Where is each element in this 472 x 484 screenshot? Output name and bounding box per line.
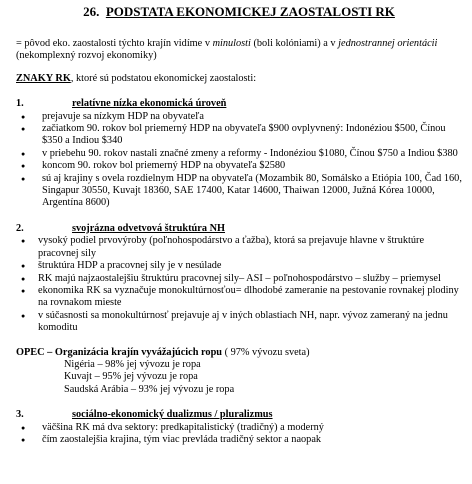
document-title (16, 6, 462, 22)
section-label: svojrázna odvetvová štruktúra NH (72, 222, 226, 234)
document-page (16, 0, 462, 446)
list-item: ● koncom 90. rokov bol priemerný HDP na obyvateľa $2580 (16, 160, 462, 172)
opec-title: OPEC – Organizácia krajín vyvážajúcich ropu (16, 346, 223, 358)
intro-paragraph (16, 38, 462, 63)
opec-line (16, 347, 462, 359)
list-item: ● väčšina RK má dva sektory: predkapitalistický (tradičný) a moderný (16, 422, 462, 434)
opec-country: Nigéria – 98% jej vývozu je ropa (64, 358, 201, 370)
list-item: ● v priebehu 90. rokov nastali značné zmeny a reformy - Indonéziou $1080, Čínou $750 a Indiou $380 (16, 148, 462, 160)
list-item: ● štruktúra HDP a pracovnej sily je v nesúlade (16, 260, 462, 272)
section-list-2 (16, 235, 462, 334)
intro-part2: (boli kolóniami) a v (250, 38, 339, 49)
section-number: 3. (16, 409, 24, 421)
section-label: sociálno-ekonomický dualizmus / pluralizmus (72, 409, 273, 421)
intro-jednostranne: jednostrannej orientácii (338, 38, 438, 49)
znaky-line (16, 73, 462, 85)
intro-minulosti: minulosti (212, 38, 251, 49)
list-item: ● začiatkom 90. rokov bol priemerný HDP na obyvateľa $900 ovplyvnený: Indonéziou $500, Čínou $350 a Indiou $340 (16, 123, 462, 148)
list-item: ● sú aj krajiny s ovela rozdielnym HDP na obyvateľa (Mozambik 80, Somálsko a Etiópia 100, Čad 160, Singapur 30550, Kuvajt 18360, SAE 17400, Katar 14600, Thaiwan 12000, Južná Kórea 10000, Argentína 8600) (16, 173, 462, 210)
list-item: ● prejavuje sa nízkym HDP na obyvateľa (16, 111, 462, 123)
title-number: 26. (83, 4, 100, 19)
section-number: 1. (16, 98, 24, 110)
opec-country: Kuvajt – 95% jej vývozu je ropa (64, 371, 198, 383)
title-text: PODSTATA EKONOMICKEJ ZAOSTALOSTI RK (105, 4, 395, 19)
section-list-3 (16, 422, 462, 447)
znaky-rest: , ktoré sú podstatou ekonomickej zaostalosti: (70, 72, 257, 84)
list-item: ● v súčasnosti sa monokultúrnosť prejavuje aj v iných oblastiach NH, napr. vývoz zameraný na jednu komoditu (16, 310, 462, 335)
list-item: ● vysoký podiel prvovýroby (poľnohospodárstvo a ťažba), ktorá sa prejavuje hlavne v štruktúre pracovnej sily (16, 235, 462, 260)
section-label: relatívne nízka ekonomická úroveň (72, 98, 227, 110)
intro-part1: = pôvod eko. zaostalosti týchto krajín vidíme v (16, 38, 213, 49)
list-item: ● ekonomika RK sa vyznačuje monokultúrnosťou= dlhodobé zameranie na pestovanie rovnakej plodiny na rovnakom mieste (16, 285, 462, 310)
list-item: ● čím zaostalejšia krajina, tým viac prevláda tradičný sektor a naopak (16, 434, 462, 446)
opec-country: Saudská Arábia – 93% jej vývozu je ropa (64, 383, 235, 395)
section-heading-1 (16, 98, 462, 110)
section-number: 2. (16, 222, 24, 234)
opec-rest: ( 97% vývozu sveta) (222, 346, 310, 358)
list-item: ● RK majú najzaostalejšiu štruktúru pracovnej sily– ASI – poľnohospodárstvo – služby – priemysel (16, 273, 462, 285)
znaky-label: ZNAKY RK (16, 72, 71, 84)
intro-part3: (nekomplexný rozvoj ekonomiky) (16, 50, 157, 62)
section-heading-3 (16, 409, 462, 421)
section-list-1 (16, 111, 462, 210)
section-heading-2 (16, 223, 462, 235)
